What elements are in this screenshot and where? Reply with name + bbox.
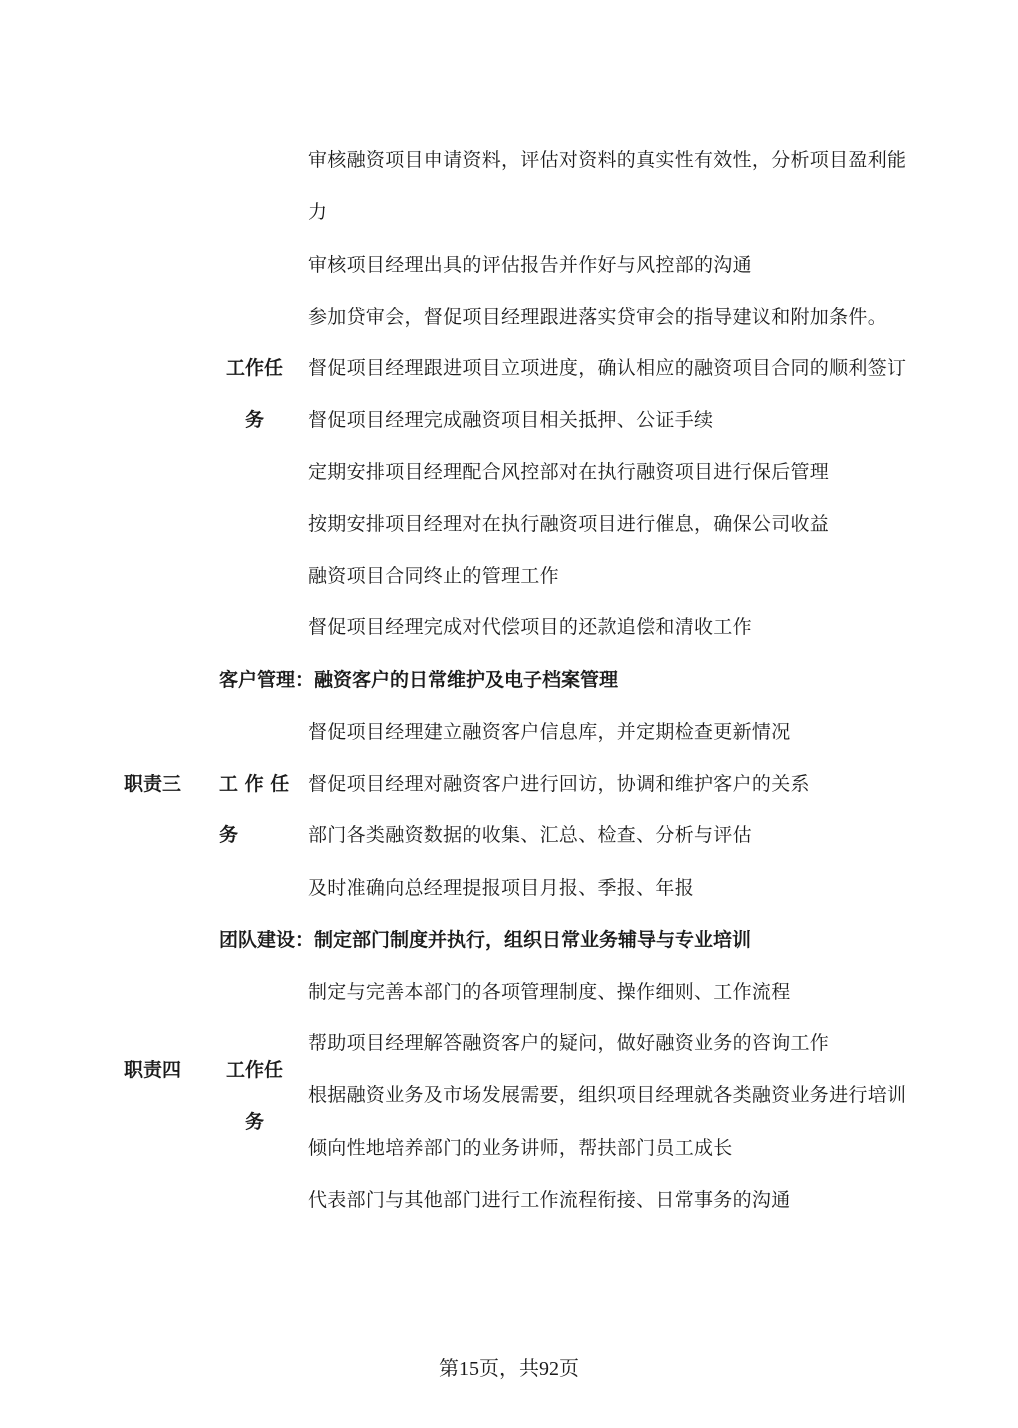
task-line: 帮助项目经理解答融资客户的疑问，做好融资业务的咨询工作 bbox=[308, 1032, 830, 1054]
task-line: 制定与完善本部门的各项管理制度、操作细则、工作流程 bbox=[308, 981, 791, 1003]
task-line: 按期安排项目经理对在执行融资项目进行催息，确保公司收益 bbox=[308, 513, 830, 535]
task-line: 倾向性地培养部门的业务讲师，帮扶部门员工成长 bbox=[308, 1137, 733, 1159]
task-label: 工作任 bbox=[226, 1059, 284, 1081]
task-label: 务 bbox=[245, 1111, 265, 1133]
page-number: 第15页，共92页 bbox=[439, 1358, 579, 1380]
task-line: 督促项目经理建立融资客户信息库，并定期检查更新情况 bbox=[308, 721, 791, 743]
task-label: 工 作 任 bbox=[219, 773, 290, 795]
task-line: 审核融资项目申请资料，评估对资料的真实性有效性，分析项目盈利能 bbox=[308, 149, 907, 171]
task-line: 根据融资业务及市场发展需要，组织项目经理就各类融资业务进行培训 bbox=[308, 1084, 907, 1106]
task-line: 及时准确向总经理提报项目月报、季报、年报 bbox=[308, 877, 695, 899]
task-line: 督促项目经理跟进项目立项进度，确认相应的融资项目合同的顺利签订 bbox=[308, 357, 907, 379]
task-line: 督促项目经理完成对代偿项目的还款追偿和清收工作 bbox=[308, 616, 752, 638]
task-label: 工作任 bbox=[226, 357, 284, 379]
task-line: 审核项目经理出具的评估报告并作好与风控部的沟通 bbox=[308, 254, 752, 276]
task-line: 部门各类融资数据的收集、汇总、检查、分析与评估 bbox=[308, 824, 752, 846]
task-line: 督促项目经理完成融资项目相关抵押、公证手续 bbox=[308, 409, 714, 431]
task-line: 力 bbox=[308, 201, 328, 223]
task-line: 代表部门与其他部门进行工作流程衔接、日常事务的沟通 bbox=[308, 1189, 791, 1211]
task-line: 融资项目合同终止的管理工作 bbox=[308, 565, 559, 587]
task-line: 参加贷审会，督促项目经理跟进落实贷审会的指导建议和附加条件。 bbox=[308, 306, 888, 328]
task-line: 督促项目经理对融资客户进行回访，协调和维护客户的关系 bbox=[308, 773, 810, 795]
section-heading: 团队建设：制定部门制度并执行，组织日常业务辅导与专业培训 bbox=[219, 929, 752, 951]
duty-label: 职责四 bbox=[124, 1059, 182, 1081]
duty-label: 职责三 bbox=[124, 773, 182, 795]
section-heading: 客户管理：融资客户的日常维护及电子档案管理 bbox=[219, 669, 619, 691]
task-line: 定期安排项目经理配合风控部对在执行融资项目进行保后管理 bbox=[308, 461, 830, 483]
task-label: 务 bbox=[219, 824, 239, 846]
task-label: 务 bbox=[245, 409, 265, 431]
